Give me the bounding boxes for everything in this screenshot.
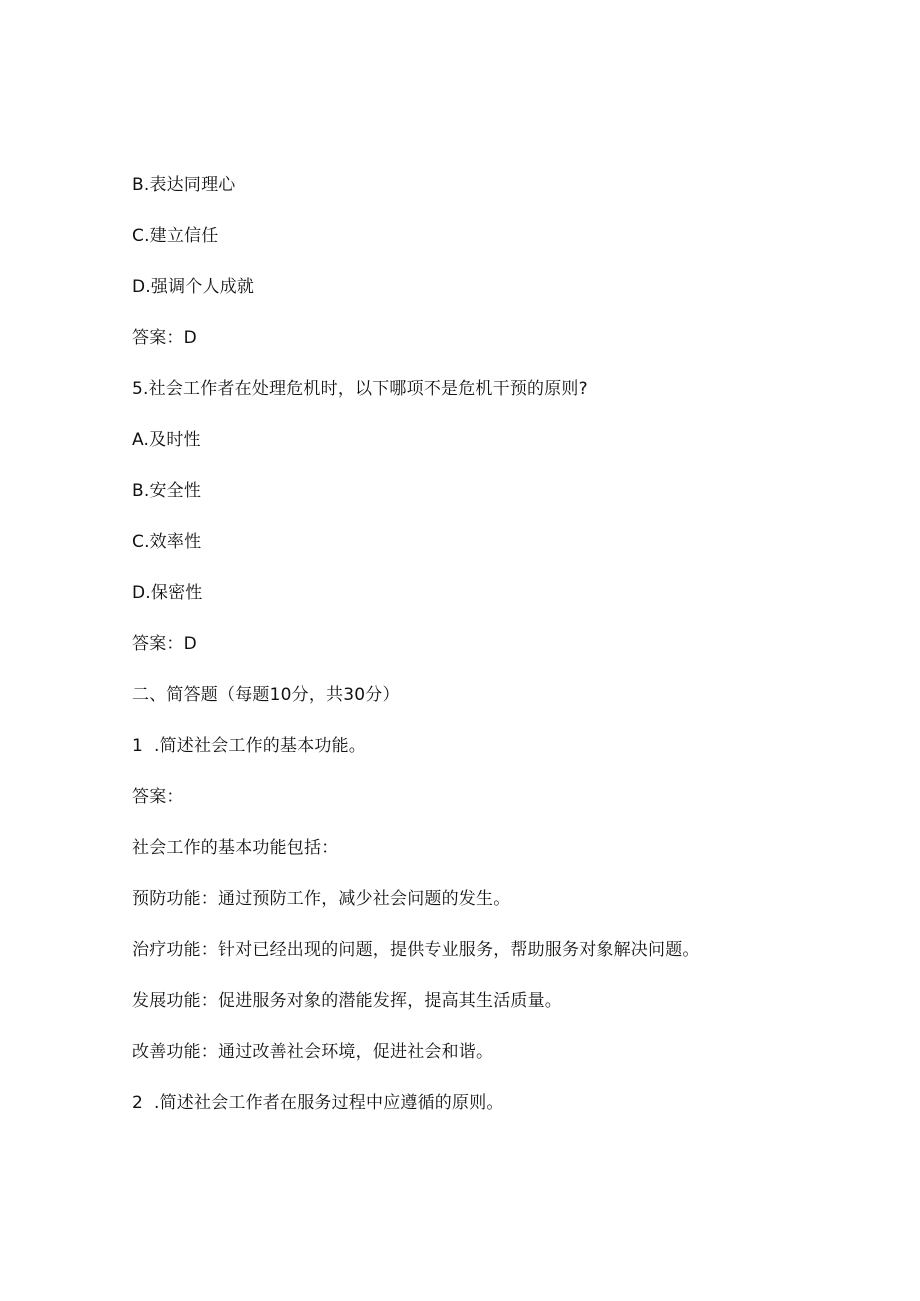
sa-q1-text: .简述社会工作的基本功能。 (154, 736, 367, 756)
q5-option-d: D.保密性 (132, 583, 203, 603)
sa-q2-stem (132, 1091, 504, 1115)
sa-q1-stem (132, 734, 366, 758)
q5-option-a: A.及时性 (132, 430, 201, 450)
sa-q1-point: 预防功能：通过预防工作，减少社会问题的发生。 (132, 889, 511, 909)
sa-q2-text: .简述社会工作者在服务过程中应遵循的原则。 (154, 1093, 504, 1113)
q4-answer: 答案：D (132, 328, 197, 348)
q5-answer: 答案：D (132, 634, 197, 654)
q5-option-b: B.安全性 (132, 481, 202, 501)
q4-option-b: B.表达同理心 (132, 175, 236, 195)
section-heading: 二、简答题（每题10分，共30分） (132, 685, 400, 705)
q4-option-c: C.建立信任 (132, 226, 219, 246)
sa-q2-number: 2 (132, 1093, 144, 1113)
sa-q1-point: 发展功能：促进服务对象的潜能发挥，提高其生活质量。 (132, 991, 562, 1011)
sa-q1-answer-label: 答案： (132, 787, 184, 807)
sa-q1-intro: 社会工作的基本功能包括： (132, 838, 339, 858)
q5-option-c: C.效率性 (132, 532, 202, 552)
q4-option-d: D.强调个人成就 (132, 277, 255, 297)
sa-q1-number: 1 (132, 736, 144, 756)
sa-q1-point: 治疗功能：针对已经出现的问题，提供专业服务，帮助服务对象解决问题。 (132, 940, 700, 960)
q5-stem: 5.社会工作者在处理危机时，以下哪项不是危机干预的原则? (132, 379, 588, 399)
sa-q1-point: 改善功能：通过改善社会环境，促进社会和谐。 (132, 1042, 494, 1062)
